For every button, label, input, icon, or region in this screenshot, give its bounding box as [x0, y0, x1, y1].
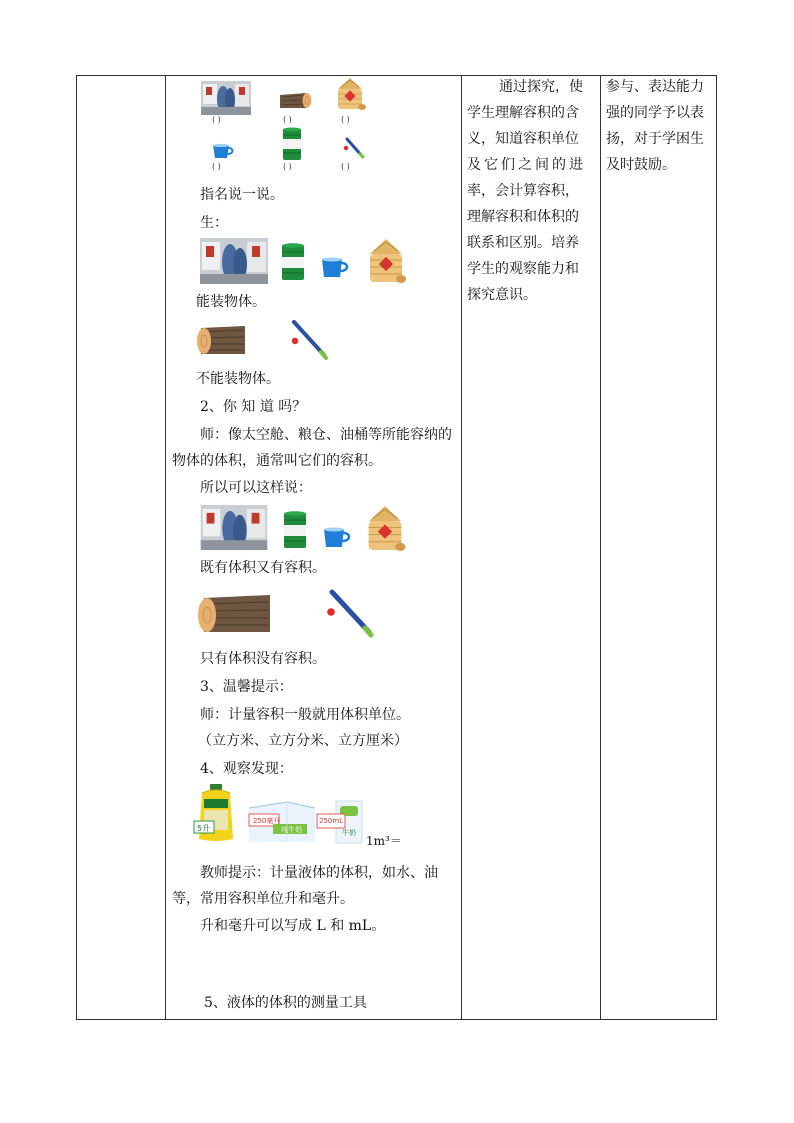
cubic-meter-formula: 1m³＝	[366, 834, 402, 848]
milk-box-brand-label: 纯牛奶	[281, 826, 302, 834]
milk-small-brand-label: 牛奶	[342, 829, 356, 837]
cup-image	[320, 256, 350, 278]
intent-line: 及它们之间的进	[467, 157, 586, 173]
cannot-hold-text: 不能装物体。	[196, 371, 280, 387]
section-4-title: 4、观察发现：	[200, 761, 293, 777]
liquid-tip-line1: 教师提示：计量液体的体积，如水、油	[200, 865, 438, 881]
milk-box-volume-label: 250毫升	[253, 817, 281, 825]
log-image	[195, 324, 255, 356]
granary-image	[366, 238, 406, 284]
space-capsule-image	[200, 238, 268, 284]
units-text: （立方米、立方分米、立方厘米）	[198, 733, 408, 749]
evaluation-line: 参与、表达能力	[606, 79, 704, 95]
intent-line: 联系和区别。培养	[467, 235, 579, 251]
intent-line: 探究意识。	[467, 287, 537, 303]
baseball-bat-image	[341, 137, 365, 159]
intent-line: 通过探究，使	[499, 79, 583, 95]
can-hold-text: 能装物体。	[196, 294, 266, 310]
student-label: 生：	[200, 215, 228, 231]
granary-image	[364, 505, 406, 552]
only-volume-text: 只有体积没有容积。	[200, 651, 326, 667]
teacher-tip-text: 师：计量容积一般就用体积单位。	[200, 707, 410, 723]
blank-parentheses: ( )	[212, 115, 221, 124]
baseball-bat-image	[288, 319, 330, 361]
oil-drum-image	[281, 243, 305, 281]
both-volume-capacity-text: 既有体积又有容积。	[200, 560, 326, 576]
granary-image	[334, 77, 366, 111]
column-divider	[165, 76, 166, 1019]
oil-drum-image	[283, 511, 307, 549]
space-capsule-image	[201, 81, 251, 115]
pick-prompt: 指名说一说。	[200, 187, 284, 203]
oil-bottle-image	[193, 783, 239, 843]
space-capsule-image	[200, 505, 268, 550]
blank-parentheses: ( )	[341, 162, 350, 171]
column-divider	[461, 76, 462, 1019]
evaluation-line: 及时鼓励。	[606, 157, 676, 173]
so-say-text: 所以可以这样说：	[200, 480, 312, 496]
blank-parentheses: ( )	[283, 115, 292, 124]
evaluation-line: 扬，对于学困生	[606, 131, 704, 147]
blank-parentheses: ( )	[341, 115, 350, 124]
baseball-bat-image	[324, 588, 376, 640]
oil-volume-label: 5升	[197, 824, 211, 833]
log-image	[196, 594, 278, 634]
intent-line: 学生理解容积的含	[467, 105, 579, 121]
section-2-title: 2、你 知 道 吗？	[200, 399, 307, 415]
intent-line: 理解容积和体积的	[467, 209, 579, 225]
log-image	[276, 92, 312, 110]
milk-small-volume-label: 250mL	[319, 817, 344, 825]
section-3-title: 3、温馨提示：	[200, 679, 293, 695]
cup-image	[211, 143, 235, 159]
intent-line: 学生的观察能力和	[467, 261, 579, 277]
section-5-title: 5、液体的体积的测量工具	[204, 995, 367, 1011]
cup-image	[322, 526, 352, 548]
l-ml-text: 升和毫升可以写成 L 和 mL。	[200, 918, 386, 934]
teacher-definition-line1: 师：像太空舱、粮仓、油桶等所能容纳的	[200, 427, 452, 443]
blank-parentheses: ( )	[283, 162, 292, 171]
teacher-definition-line2: 物体的体积，通常叫它们的容积。	[172, 453, 382, 469]
evaluation-line: 强的同学予以表	[606, 105, 704, 121]
oil-drum-image	[282, 127, 302, 161]
column-divider	[600, 76, 601, 1019]
blank-parentheses: ( )	[212, 162, 221, 171]
liquid-tip-line2: 等，常用容积单位升和毫升。	[172, 891, 354, 907]
intent-line: 义，知道容积单位	[467, 131, 579, 147]
intent-line: 率，会计算容积，	[467, 183, 579, 199]
